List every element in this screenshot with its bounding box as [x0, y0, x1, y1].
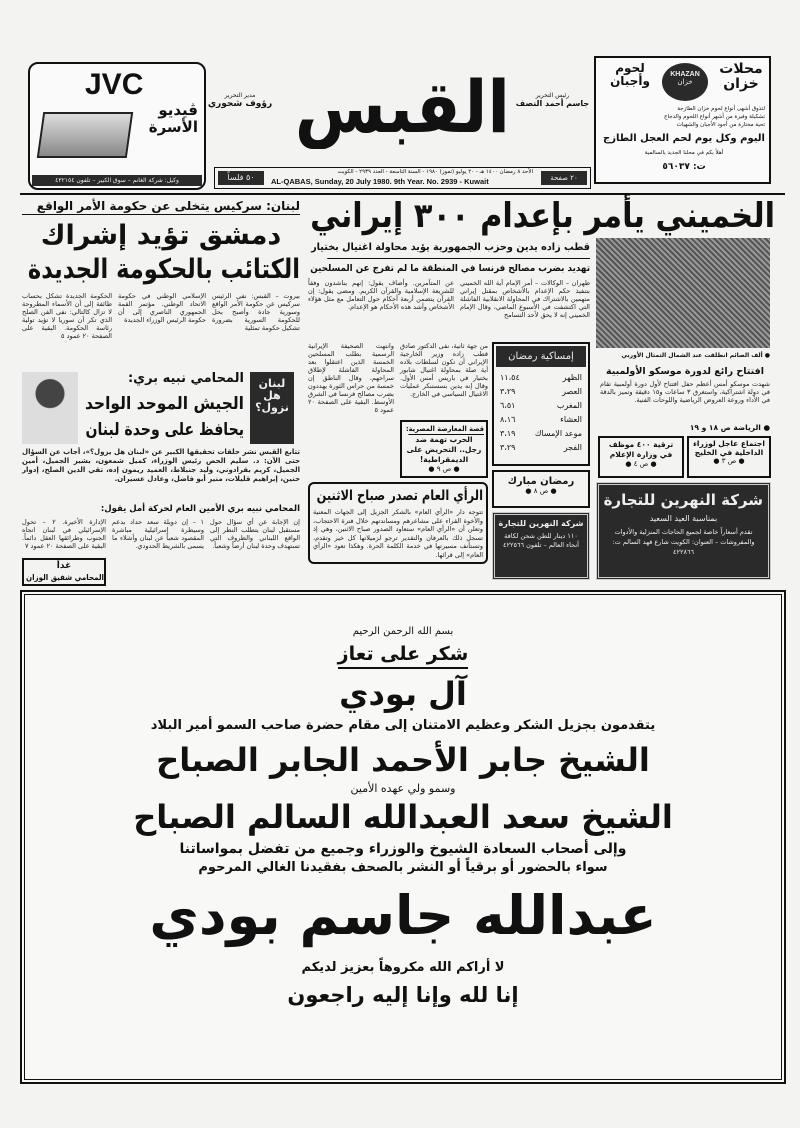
ramadan-greeting: رمضان مبارك [507, 476, 575, 487]
family-name: آل بودي [339, 675, 467, 713]
berri-body-1: إن الإجابة عن أي سؤال حول مستقبل لبنان يتطلب النظر إلى الواقع اللبناني والظروف التي تستهدف وحدة لبنان أرضاً وشعباً. [210, 518, 300, 550]
deceased-name: عبدالله جاسم بودي [149, 884, 657, 947]
obituary-line-5: لا أراكم الله مكروهاً بعزيز لديكم [301, 960, 505, 975]
lebanon-kicker: لبنان: سركيس يتخلى عن حكومة الأمر الواقع [22, 198, 300, 215]
prayer-time: ٣،٢٩ [500, 387, 516, 396]
tomorrow-label: غداً [56, 561, 72, 571]
obituary-line-6: إنا لله وإنا إليه راجعون [287, 983, 519, 1007]
lebanon-body-1: بيروت – القبس: نفى الرئيس سركيس عن حكومة الأمر الواقع وسورية جادة وأصبح بحل للحكومة السورية بضرورة تشكيل حكومة تمثلية [212, 292, 300, 332]
olympics-body: شهدت موسكو أمس أعظم حفل افتتاح لأول دورة أولمبية تقام في دولة اشتراكية، واستغرق ٣ ساعات و١٥ دقيقة وتميز بالدقة في الأداء وروعة العروض الرياضية واللوحات الفنية. [600, 380, 771, 404]
ramadan-row [500, 385, 582, 399]
ramadan-rows [494, 369, 588, 457]
khazan-phone: ت: ٥٦٠٣٧ [662, 162, 706, 172]
editor-in-chief-label: رئيس التحرير [535, 92, 570, 99]
main-headline: الخميني يأمر بإعدام ٣٠٠ إيراني [310, 196, 775, 236]
prayer-time: ٨،١٦ [500, 415, 516, 424]
obituary-line-3: وإلى أصحاب السعادة الشيوخ والوزراء وجميع من تفضل بمواساتنا [179, 841, 627, 857]
editor-in-chief-name: جاسم أحمد النصف [515, 99, 590, 108]
khazan-title: محلات خزان [719, 61, 763, 93]
ramadan-row [500, 427, 582, 441]
brief2-ref: ● ص ٤ ● [625, 460, 657, 468]
main-body-1: طهران – الوكالات – أمر الإمام آية الله الخميني بتنفيذ حكم الإعدام بالأشخاص بمقتل إيراني متهمين بالاشتراك في المحاولة الانقلابية الفاشلة التي اكتشفت في الأسبوع الماضي، وقال الإمام الخميني إنه لا يحق لأحد التسامح [460, 279, 590, 319]
khazan-bullets [597, 105, 765, 129]
obituary-line-1: يتقدمون بجزيل الشكر وعظيم الامتنان إلى مقام حضرة صاحب السمو أمير البلاد [150, 718, 656, 733]
ramadan-title: إمساكية رمضان [496, 346, 586, 367]
egypt-box-body: الحرب تهمة ضد رجل.. التحريض على الديمقراطية! [406, 435, 482, 464]
ramadan-timetable [492, 342, 590, 466]
tomorrow-name: المحامي شفيق الوزان [25, 573, 104, 582]
obituary-title: شكر على تعاز [338, 641, 469, 669]
egypt-box-ref: ● ص ٩ ● [428, 465, 460, 473]
egypt-box-title: قصة المعارضة المصرية: [405, 425, 484, 433]
main-body-3: من جهة ثانية، نفى الدكتور صادق قطب زاده وزير الخارجية الإيراني أن تكون لسلطات بلاده أية صلة بمحاولة اغتيال شابور بختيار في باريس أمس الأول. وقال إنه يدين بسستنكر عمليات الاغتيال السياسي في الخارج. [400, 342, 488, 398]
prayer-time: ١١،٥٤ [500, 373, 520, 382]
ramadan-greeting-ref: ● ص ٨ ● [525, 487, 557, 495]
ramadan-greeting-box [492, 470, 590, 508]
obituary-line-2: وسمو ولي عهده الأمين [350, 782, 456, 795]
nahrain-large-title: شركة النهرين للتجارة [603, 491, 763, 509]
jvc-footer: وكيل: شركة الغانم – سوق الكبير – تلفون ٤٣٢١٥٤ [32, 175, 202, 186]
berri-kicker: المحامي نبيه بري: [127, 371, 244, 386]
prayer-time: ٣،١٩ [500, 429, 516, 438]
berri-body-2: ١ – إن دويلة سعد حداد بدعم وسيطرة إسرائيلية مباشرة المقصود شعباً عن لبنان وأشلاء ما يسمى بالشريط الحدودي. [112, 518, 204, 550]
date-arabic: الأحد ٨ رمضان ١٤٠٠ هـ - ٢٠ يوليو (تموز) ١٩٨٠ - السنة التاسعة - العدد ٢٩٣٩ - الكويت [337, 169, 533, 175]
nahrain-ad-large[interactable] [596, 482, 771, 580]
lebanon-headline-1: دمشق تؤيد إشراك [40, 220, 282, 251]
masthead-rule [20, 193, 785, 195]
obituary-inner [24, 594, 782, 1080]
main-subhead-1: قطب زاده يدين وحزب الجمهورية يؤيد محاولة اغتيال بختيار [311, 242, 590, 253]
berri-subhead: المحامي نبيه بري الأمين العام لحركة أمل يقول: [100, 504, 300, 514]
prayer-time: ٣،٢٩ [500, 443, 516, 452]
lebanon-body-3: الحكومة الجديدة تشكل بحساب طائفة إلى أن الأسماء المطروحة لا تزال كالتالي: نفى الفن الصلح الذي تكر أن سوريا لا تؤيد تولية رئاسة الحكومة. البقية على الصفحة ٢٠ عمود ٥ [22, 292, 112, 340]
ramadan-row [500, 413, 582, 427]
olympics-headline: افتتاح رائع لدورة موسكو الأولمبية [605, 366, 765, 377]
obituary-line-4: سواء بالحضور أو برقياً أو النشر بالصحف بفقيدنا الغالي المرحوم [198, 860, 608, 875]
ramadan-row [500, 399, 582, 413]
price: ٥٠ فلساً [218, 171, 264, 185]
main-body-2: عن المتآمرين. وأضاف يقول: إنهم يناشدون وفقاً للشريعة الإسلامية والقرآن الكريم. ومضى يقول: إن القرآن يتضمن أربعة أحكام حول التعامل مع مثل هؤلاء الأشخاص وأشد هذه الأحكام هو الإعدام. [308, 279, 454, 311]
prayer-label: الظهر [562, 373, 582, 382]
khazan-logo-text: KHAZAN [670, 71, 700, 78]
vcr-image [37, 112, 133, 158]
khazan-bullet: لتذوق أشهى أنواع لحوم خزان الطازجة [677, 106, 765, 112]
ramadan-row [500, 371, 582, 385]
berri-intro: تتابع القبس نشر حلقات تحقيقها الكبير عن «لبنان هل يزول؟»، أجاب عن السؤال حتى الآن: د. سليم الحص رئيس الوزراء، كميل شمعون، بشير الجميل، أمين الجميل، كريم بقرادوني، وليد جنبلاط، العميد ريمون إده، تقي الدين الصلح، إدوار حنين، إبراهيم قليلات، منير أبو فاضل، وعادل عسيران. [22, 448, 300, 483]
khazan-bullet: تشكيلة وفيرة من أشهر أنواع اللحوم والدجاج [664, 114, 765, 120]
khazan-ad[interactable] [594, 56, 771, 184]
khazan-logo-ar: خزان [677, 78, 693, 86]
page-count: ٢٠ صفحة [541, 171, 587, 185]
news-photo [596, 238, 770, 348]
jvc-brand: JVC [85, 68, 144, 101]
khazan-slogan: اليوم وكل يوم لحم العجل الطازج [603, 133, 765, 144]
jvc-ad[interactable] [28, 62, 206, 190]
khazan-logo [662, 63, 708, 101]
managing-editor-label: مدير التحرير [224, 92, 256, 99]
nahrain-small-body: ١١٠ دينار للطن شحن لكافة أنحاء العالم – تلفون ٤٢٢٥٦٦ [503, 532, 579, 549]
editor-in-chief [515, 92, 590, 108]
prayer-label: الفجر [563, 443, 582, 452]
obituary-notice [20, 590, 786, 1084]
alrai-box [308, 482, 488, 564]
alrai-body: تتوجه دار «الرأي العام» بالشكر الجزيل إلى الجهات المعنية والأخوة القراء على مشاعرهم ومساندتهم خلال فترة الاحتجاب، وتعلن أن «الرأي العام» ستعاود الصدور صباح الاثنين، وهي إذ تسجل ذلك بالعرفان والتقدير ترجو لزميلاتها كل خير وتقدم، وتستأنف مسيرتها في خدمة الكلمة الحرة. وهكذا تعود «الرأي العام» إلى قرائها. [313, 508, 483, 559]
prayer-time: ٦،٥١ [500, 401, 516, 410]
brief-info-ministry [598, 436, 684, 478]
photo-caption: ● ألف الصائم انطلقت عند الشمال التمثال الأوربي [621, 352, 770, 359]
prayer-label: موعد الإمساك [534, 429, 582, 438]
brief1-ref: ● ص ٣ ● [713, 457, 745, 465]
date-english: AL-QABAS, Sunday, 20 July 1980. 9th Year. No. 2939 - Kuwait [271, 177, 489, 186]
berri-photo [22, 372, 78, 444]
nahrain-large-subtitle: بمناسبة العيد السعيد [649, 514, 718, 523]
berri-body-3: الإدارة الأخيرة. ٢ – تحول الإسرائيلي في لبنان اتجاه الجنوب وطرائقها العقل دائماً. البقية على الصفحة ٢٠ عمود ٧ [22, 518, 106, 550]
olympics-ref: ● الرياضة ص ١٨ و ١٩ [689, 423, 770, 432]
masthead-logo: القبس [294, 65, 510, 149]
lebanon-body-2: الإسلامي الوطني في حكومة الاتحاد الوطني. مؤتمر القمة الجمهوري الناصري إلى أن حكومة الرئيس الوزراء الجديدة [118, 292, 206, 324]
egypt-opposition-box [400, 420, 488, 478]
main-subhead-2: تهديد بضرب مصالح فرنسا في المنطقة ما لم تفرج عن المسلحين [327, 258, 590, 275]
nahrain-small-title: شركة النهرين للتجارة [498, 519, 584, 528]
managing-editor [205, 92, 275, 109]
prayer-label: العشاء [560, 415, 582, 424]
ramadan-row [500, 441, 582, 455]
berri-headline-1: الجيش الموحد الواحد [84, 394, 244, 414]
basmala: بسم الله الرحمن الرحيم [352, 626, 454, 637]
lebanon-series-box: لبنان هل نزول؟ [250, 372, 294, 444]
emir-name: الشيخ جابر الأحمد الجابر الصباح [156, 741, 650, 779]
alrai-headline: الرأي العام تصدر صباح الاثنين [316, 488, 483, 504]
tomorrow-box [22, 558, 106, 586]
brief2-title: ترقية ٤٠٠ موظف في وزارة الإعلام [608, 440, 674, 459]
managing-editor-name: رؤوف شحوري [207, 99, 273, 109]
date-strip [214, 167, 591, 189]
khazan-bullet: تحية مختارة من أجود الأجبان والشهيات [676, 122, 765, 128]
prayer-label: المغرب [556, 401, 582, 410]
nahrain-large-body: تقدم أسعاراً خاصة لجميع الحاجات المنزلية والأدوات والمفروشات – العنوان: الكويت شارع فهد السالم ت: ٤٢٢٨٦٦ [612, 528, 755, 556]
nahrain-ad-small[interactable] [492, 512, 590, 580]
jvc-title: ڤيديو الأسرة [148, 101, 198, 136]
main-body-4: وانتهت الصحيفة الإيرانية الرسمية بطلب المسلحين الخمسة الذين اعتقلوا بعد المحاولة الفاشلة لإطلاق سراحهم، وقال الناطق إن خمسة من حراس الثورة يهددون بضرب مصالح فرنسا في الشرق الأوسط. البقية على الصفحة ٢٠ عمود ٥ [308, 342, 394, 414]
crown-prince-name: الشيخ سعد العبدالله السالم الصباح [133, 798, 673, 836]
lebanon-headline-2: الكتائب بالحكومة الجديدة [27, 254, 301, 285]
prayer-label: العصر [562, 387, 582, 396]
berri-headline-2: يحافظ على وحدة لبنان [85, 420, 244, 440]
brief-interior-ministers [687, 436, 771, 478]
brief1-title: اجتماع عاجل لوزراء الداخلية في الخليج [693, 439, 765, 457]
khazan-subtitle: لحوم وأجبان [610, 61, 650, 89]
khazan-note: أهلاً بكم في محلنا الجديد بالسالمية [644, 150, 724, 156]
